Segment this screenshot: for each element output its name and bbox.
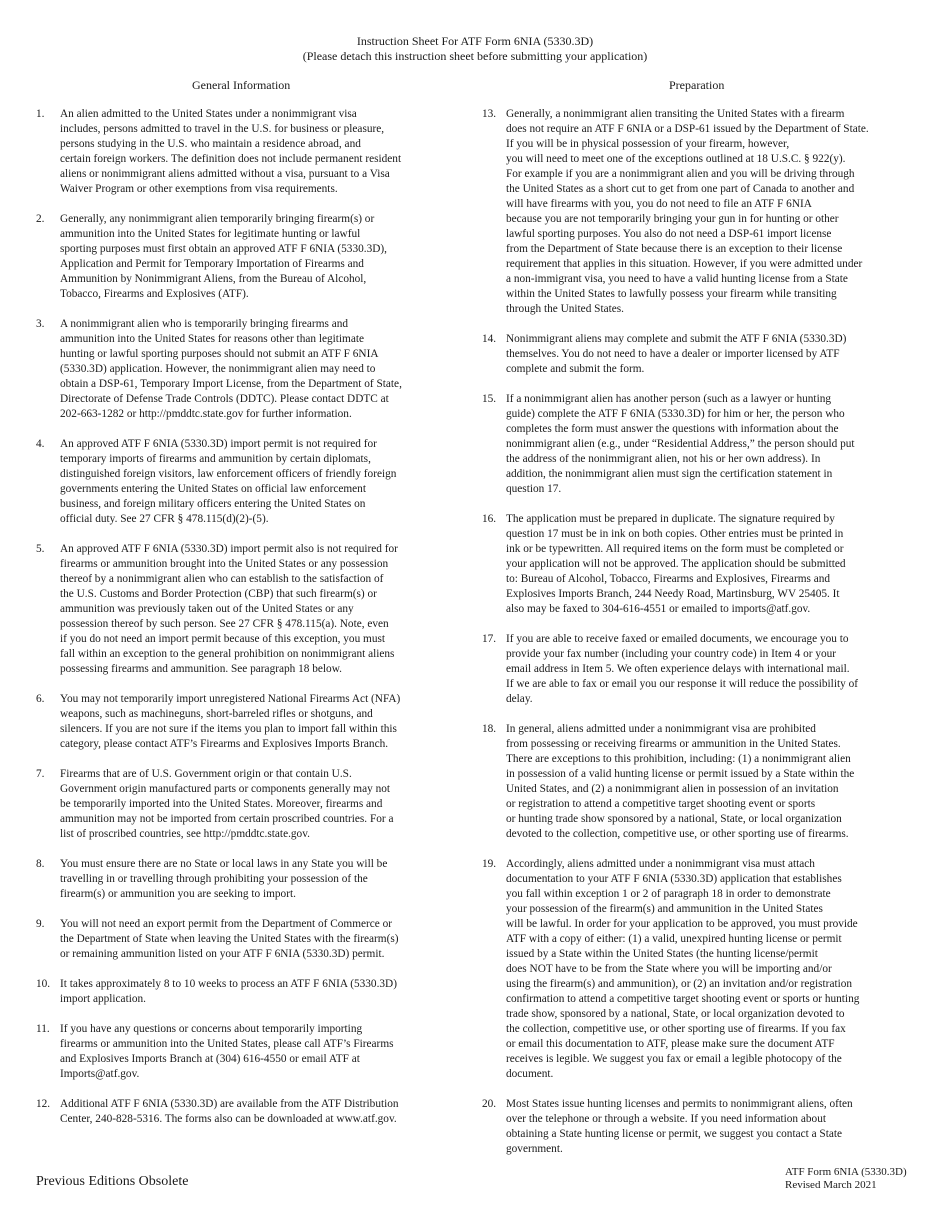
instruction-item [36, 1097, 436, 1127]
item-number: 7. [36, 768, 45, 780]
item-text: An approved ATF F 6NIA (5330.3D) import permit is not required for temporary imports of firearms and ammunition by certain diplomats, distinguished foreign visitors, law enforcement officers of friendly foreign governments entering the United States on official law enforcement business, and foreign military officers entering the United States on official duty. See 27 CFR § 478.115(d)(2)-(5). [60, 438, 397, 525]
document-title: Instruction Sheet For ATF Form 6NIA (5330.3D) [356, 34, 594, 48]
document-subtitle: (Please detach this instruction sheet before submitting your application) [302, 49, 648, 63]
instruction-item [482, 632, 910, 707]
item-number: 6. [36, 693, 45, 705]
item-text: If a nonimmigrant alien has another person (such as a lawyer or hunting guide) complete the ATF F 6NIA (5330.3D) for him or her, the person who completes the form must answer the questions with information about the nonimmigrant alien (e.g., under “Residential Address,” the person should put the address of the nonimmigrant alien, not his or her own address). In addition, the nonimmigrant alien must sign the certification statement in question 17. [506, 393, 855, 495]
item-text: Firearms that are of U.S. Government origin or that contain U.S. Government origin manufactured parts or components generally may not be temporarily imported into the United States. Moreover, firearms and ammunition may not be imported from certain proscribed countries. For a list of proscribed countries, see http://pmddtc.state.gov. [60, 768, 394, 840]
instruction-item [36, 692, 436, 752]
revision-date: Revised March 2021 [785, 1179, 877, 1191]
general-information-column [36, 107, 436, 1142]
instruction-item [36, 1022, 436, 1082]
item-text: Generally, any nonimmigrant alien temporarily bringing firearm(s) or ammunition into the United States for legitimate hunting or lawful sporting purposes must first obtain an approved ATF F 6NIA (5330.3D), Application and Permit for Temporary Importation of Firearms and Ammunition by Nonimmigrant Aliens, from the Bureau of Alcohol, Tobacco, Firearms and Explosives (ATF). [60, 213, 387, 300]
item-number: 15. [482, 393, 497, 405]
item-text: An approved ATF F 6NIA (5330.3D) import permit also is not required for firearms or ammunition brought into the United States or any possession thereof by a nonimmigrant alien who can establish to the satisfaction of the U.S. Customs and Border Protection (CBP) that such firearm(s) or ammunition was previously taken out of the United States or any possession thereof by such person. See 27 CFR § 478.115(a). Note, even if you do not need an import permit because of this exception, you must fall within an exception to the general prohibition on nonimmigrant aliens possessing firearms and ammunition. See paragraph 18 below. [60, 543, 398, 675]
instruction-item [482, 512, 910, 617]
preparation-column [482, 107, 910, 1172]
item-number: 20. [482, 1098, 497, 1110]
form-identifier [785, 1166, 907, 1192]
item-text: You may not temporarily import unregistered National Firearms Act (NFA) weapons, such as machineguns, short-barreled rifles or shotguns, and silencers. If you are not sure if the items you plan to import fall within this category, please contact ATF’s Firearms and Explosives Imports Branch. [60, 693, 401, 750]
item-text: If you have any questions or concerns about temporarily importing firearms or ammunition into the United States, please call ATF’s Firearms and Explosives Imports Branch at (304) 616-4550 or email ATF at Imports@atf.gov. [60, 1023, 394, 1080]
item-number: 13. [482, 108, 497, 120]
item-text: It takes approximately 8 to 10 weeks to process an ATF F 6NIA (5330.3D) import application. [60, 978, 397, 1005]
instruction-item [36, 317, 436, 422]
instruction-item [36, 767, 436, 842]
instruction-item [36, 977, 436, 1007]
item-number: 9. [36, 918, 45, 930]
preparation-heading: Preparation [669, 78, 725, 92]
instruction-item [36, 437, 436, 527]
instruction-item [36, 857, 436, 902]
instruction-item [482, 1097, 910, 1157]
item-number: 1. [36, 108, 45, 120]
item-text: If you are able to receive faxed or emailed documents, we encourage you to provide your fax number (including your country code) in Item 4 or your email address in Item 5. We often experience delays with international mail. If we are able to fax or email you our response it will reduce the possibility of delay. [506, 633, 858, 705]
instruction-item [36, 212, 436, 302]
item-text: You will not need an export permit from the Department of Commerce or the Department of State when leaving the United States with the firearm(s) or remaining ammunition listed on your ATF F 6NIA (5330.3D) permit. [60, 918, 399, 960]
item-number: 5. [36, 543, 45, 555]
item-number: 17. [482, 633, 497, 645]
document-header [0, 34, 950, 64]
previous-editions-note: Previous Editions Obsolete [36, 1174, 189, 1189]
form-number: ATF Form 6NIA (5330.3D) [785, 1166, 907, 1178]
general-information-heading: General Information [192, 78, 291, 92]
item-text: Accordingly, aliens admitted under a nonimmigrant visa must attach documentation to your ATF F 6NIA (5330.3D) application that establishes you fall within exception 1 or 2 of paragraph 18 in order to demonstrate your possession of the firearm(s) and ammunition in the United States will be lawful. In order for your application to be approved, you must provide ATF with a copy of either: (1) a valid, unexpired hunting license or permit issued by a State within the United States (the hunting license/permit does NOT have to be from the State where you will be importing and/or using the firearm(s) and ammunition), or (2) an invitation and/or registration confirmation to attend a competitive target shooting event or sports or hunting trade show, sponsored by a national, State, or local organization devoted to the collection, competitive use, or other sporting use of firearms. If you fax or email this documentation to ATF, please make sure the document ATF receives is legible. We suggest you fax or email a legible photocopy of the document. [506, 858, 860, 1080]
item-text: Generally, a nonimmigrant alien transiting the United States with a firearm does not require an ATF F 6NIA or a DSP-61 issued by the Department of State. If you will be in physical possession of your firearm, however, you will need to meet one of the exceptions outlined at 18 U.S.C. § 922(y). For example if you are a nonimmigrant alien and you will be driving through the United States as a short cut to get from one part of Canada to another and will have firearms with you, you do not need to file an ATF F 6NIA because you are not temporarily bringing your gun in for hunting or other lawful sporting purposes. You also do not need a DSP-61 import license from the Department of State because there is an exception to their license requirement that applies in this situation. However, if you were admitted under a non-immigrant visa, you need to have a valid hunting license from a State within the United States to lawfully possess your firearm while transiting through the United States. [506, 108, 869, 315]
instruction-item [36, 542, 436, 677]
instruction-item [482, 392, 910, 497]
item-text: An alien admitted to the United States under a nonimmigrant visa includes, persons admitted to travel in the U.S. for business or pleasure, persons studying in the U.S. who maintain a residence abroad, and certain foreign workers. The definition does not include permanent resident aliens or nonimmigrant aliens admitted without a visa, pursuant to a Visa Waiver Program or other exemptions from visa requirements. [60, 108, 402, 195]
instruction-item [482, 722, 910, 842]
instruction-item [36, 107, 436, 197]
item-text: In general, aliens admitted under a nonimmigrant visa are prohibited from possessing or receiving firearms or ammunition in the United States. There are exceptions to this prohibition, including: (1) a nonimmigrant alien in possession of a valid hunting license or permit issued by a State within the United States, and (2) a nonimmigrant alien in possession of an invitation or registration to attend a competitive target shooting event or sports or hunting trade show sponsored by a national, State, or local organization devoted to the collection, competitive use, or other sporting use of firearms. [506, 723, 855, 840]
item-number: 19. [482, 858, 497, 870]
item-number: 12. [36, 1098, 51, 1110]
item-number: 3. [36, 318, 45, 330]
item-text: Additional ATF F 6NIA (5330.3D) are available from the ATF Distribution Center, 240-828-5316. The forms also can be downloaded at www.atf.gov. [60, 1098, 399, 1125]
item-number: 18. [482, 723, 497, 735]
item-number: 11. [36, 1023, 50, 1035]
item-text: Nonimmigrant aliens may complete and submit the ATF F 6NIA (5330.3D) themselves. You do not need to have a dealer or importer licensed by ATF complete and submit the form. [506, 333, 847, 375]
item-text: You must ensure there are no State or local laws in any State you will be travelling in or travelling through prohibiting your possession of the firearm(s) or ammunition you are seeking to import. [60, 858, 388, 900]
item-number: 2. [36, 213, 45, 225]
item-number: 10. [36, 978, 51, 990]
item-number: 8. [36, 858, 45, 870]
item-number: 4. [36, 438, 45, 450]
item-number: 16. [482, 513, 497, 525]
instruction-item [36, 917, 436, 962]
item-text: The application must be prepared in duplicate. The signature required by question 17 must be in ink on both copies. Other entries must be printed in ink or be typewritten. All required items on the form must be completed or your application will not be approved. The application should be submitted to: Bureau of Alcohol, Tobacco, Firearms and Explosives, Firearms and Explosives Imports Branch, 244 Needy Road, Martinsburg, WV 25405. It also may be faxed to 304-616-4551 or emailed to imports@atf.gov. [506, 513, 846, 615]
item-text: A nonimmigrant alien who is temporarily bringing firearms and ammunition into the United States for reasons other than legitimate hunting or lawful sporting purposes should not submit an ATF F 6NIA (5330.3D) application. However, the nonimmigrant alien may need to obtain a DSP-61, Temporary Import License, from the Department of State, Directorate of Defense Trade Controls (DDTC). Please contact DDTC at 202-663-1282 or http://pmddtc.state.gov for further information. [60, 318, 402, 420]
instruction-item [482, 107, 910, 317]
instruction-item [482, 857, 910, 1082]
item-number: 14. [482, 333, 497, 345]
instruction-item [482, 332, 910, 377]
item-text: Most States issue hunting licenses and permits to nonimmigrant aliens, often over the telephone or through a website. If you need information about obtaining a State hunting license or permit, we suggest you contact a State government. [506, 1098, 853, 1155]
